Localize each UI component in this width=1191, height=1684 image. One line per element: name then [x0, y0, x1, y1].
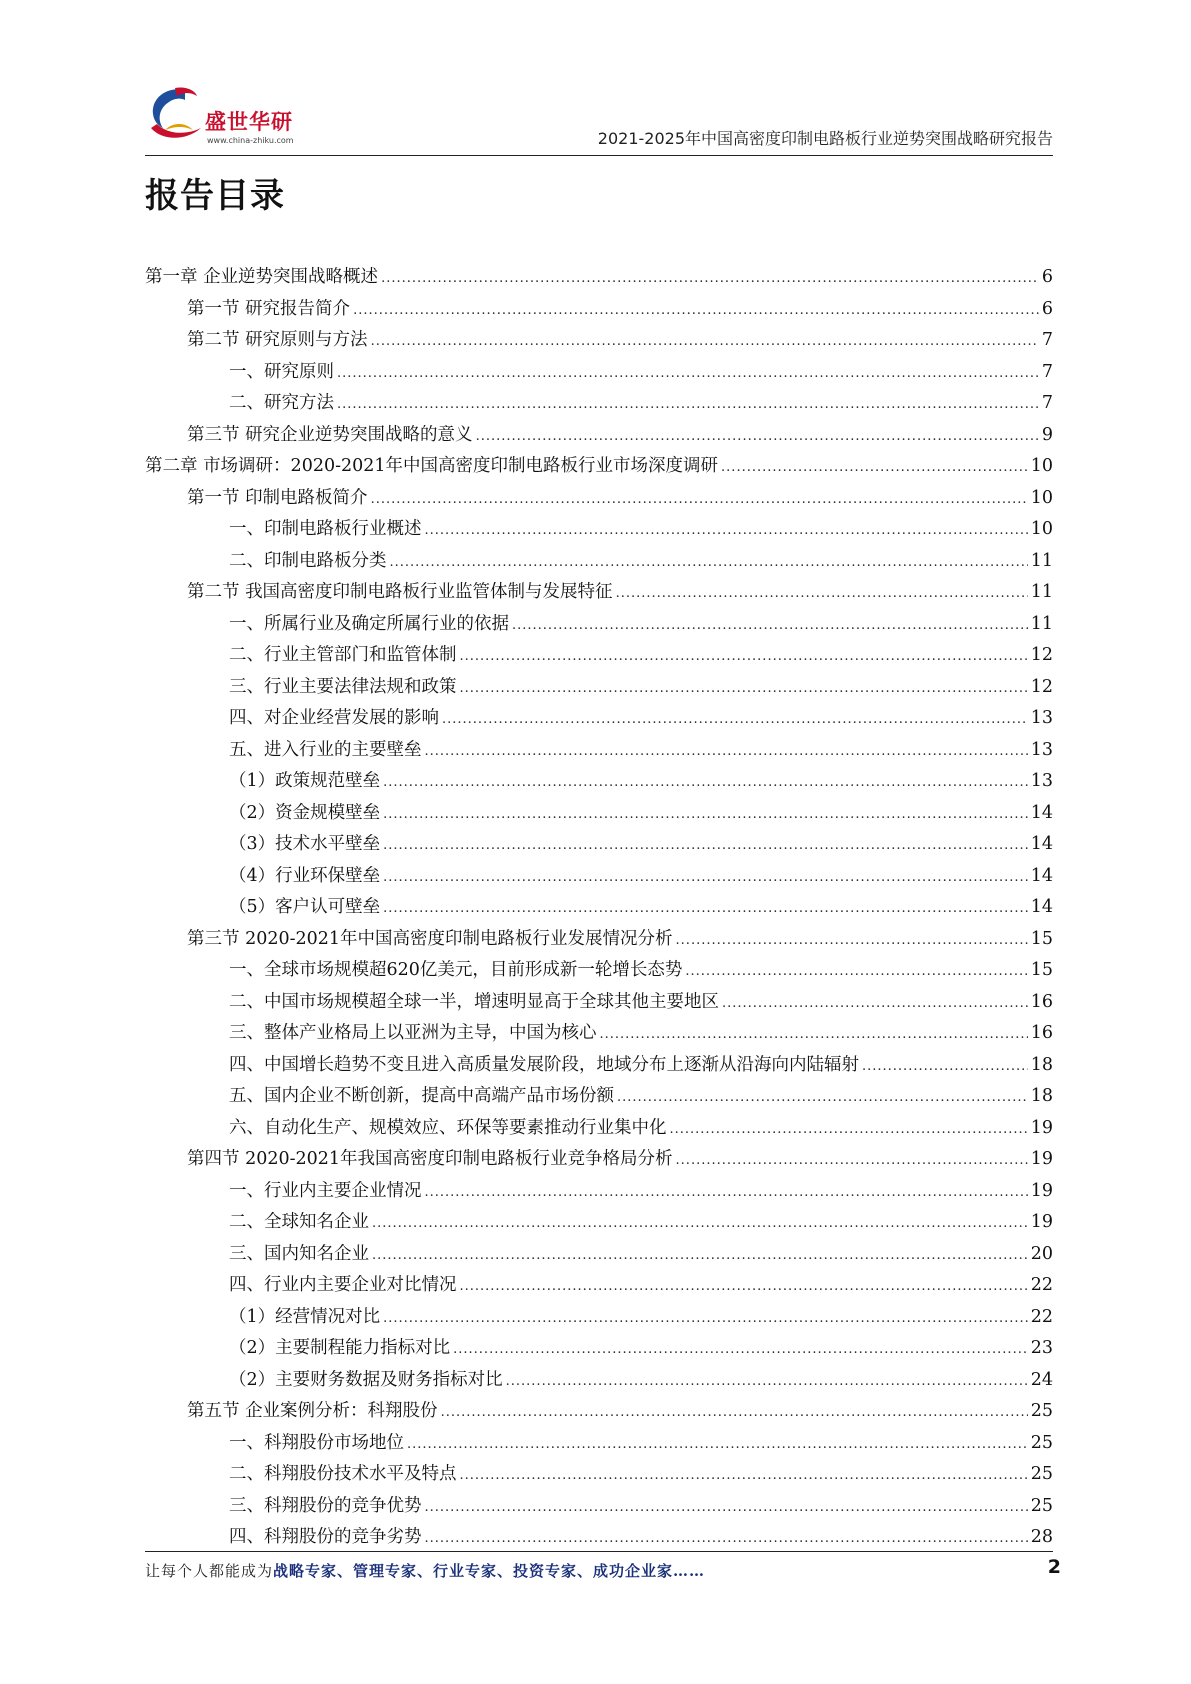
toc-entry-title: 二、印制电路板分类: [229, 550, 387, 571]
toc-entry-page: 22: [1030, 1306, 1053, 1327]
toc-dot-leader: [383, 838, 1028, 853]
toc-entry-page: 9: [1041, 424, 1053, 445]
toc-entry[interactable]: [145, 704, 1053, 736]
toc-entry-page: 20: [1030, 1243, 1053, 1264]
toc-entry-page: 14: [1030, 865, 1053, 886]
toc-dot-leader: [383, 870, 1028, 885]
toc-dot-leader: [862, 1059, 1028, 1074]
toc-entry-title: 四、行业内主要企业对比情况: [229, 1275, 457, 1295]
toc-dot-leader: [600, 1027, 1028, 1042]
toc-entry-title: 二、中国市场规模超全球一半，增速明显高于全球其他主要地区: [229, 991, 719, 1012]
toc-entry-title: 五、进入行业的主要壁垒: [229, 739, 422, 760]
toc-entry[interactable]: [145, 767, 1053, 799]
toc-entry-title: 一、全球市场规模超620亿美元，目前形成新一轮增长态势: [229, 960, 683, 980]
toc-dot-leader: [616, 586, 1028, 601]
slogan-prefix: 让每个人都能成为: [145, 1562, 274, 1580]
toc-dot-leader: [617, 1090, 1028, 1105]
toc-entry-title: （2）主要财务数据及财务指标对比: [229, 1369, 503, 1390]
toc-entry-title: 第二节 我国高密度印制电路板行业监管体制与发展特征: [187, 582, 613, 602]
toc-entry[interactable]: [145, 736, 1053, 768]
toc-dot-leader: [425, 523, 1028, 538]
toc-entry[interactable]: [145, 1019, 1053, 1051]
toc-entry[interactable]: [145, 1334, 1053, 1366]
toc-entry[interactable]: [145, 1051, 1053, 1083]
toc-entry-title: 一、行业内主要企业情况: [229, 1180, 422, 1201]
toc-entry-page: 10: [1030, 519, 1053, 539]
toc-entry[interactable]: [145, 799, 1053, 831]
toc-entry[interactable]: [145, 1523, 1053, 1555]
toc-entry-page: 6: [1041, 267, 1053, 287]
toc-entry-title: 第三节 研究企业逆势突围战略的意义: [187, 424, 473, 445]
toc-entry-page: 12: [1030, 645, 1053, 665]
toc-entry-title: （2）资金规模壁垒: [229, 802, 381, 823]
toc-dot-leader: [383, 775, 1028, 790]
toc-entry-title: 三、国内知名企业: [229, 1243, 369, 1264]
toc-entry-page: 14: [1030, 897, 1053, 917]
toc-dot-leader: [460, 1468, 1028, 1483]
toc-entry-page: 15: [1030, 960, 1053, 980]
toc-dot-leader: [383, 1311, 1028, 1326]
toc-entry[interactable]: [145, 610, 1053, 642]
page-title: 报告目录: [145, 176, 285, 216]
toc-entry-page: 10: [1030, 487, 1053, 508]
toc-dot-leader: [460, 649, 1028, 664]
toc-entry[interactable]: [145, 389, 1053, 421]
logo-url: www.china-zhiku.com: [207, 136, 294, 145]
toc-dot-leader: [512, 618, 1028, 633]
toc-entry-title: 第一节 印制电路板简介: [187, 487, 368, 508]
toc-dot-leader: [353, 303, 1039, 318]
toc-dot-leader: [383, 901, 1028, 916]
toc-entry[interactable]: [145, 956, 1053, 988]
toc-entry[interactable]: [145, 326, 1053, 358]
toc-entry-title: 二、全球知名企业: [229, 1212, 369, 1232]
footer-divider: [145, 1551, 1053, 1552]
toc-entry-page: 13: [1030, 739, 1053, 760]
toc-dot-leader: [453, 1342, 1028, 1357]
toc-entry-page: 15: [1030, 928, 1053, 949]
toc-entry[interactable]: [145, 1397, 1053, 1429]
toc-entry-page: 6: [1041, 298, 1053, 319]
toc-entry[interactable]: [145, 925, 1053, 957]
toc-entry-title: （5）客户认可壁垒: [229, 897, 381, 917]
toc-entry[interactable]: [145, 547, 1053, 579]
toc-dot-leader: [685, 964, 1027, 979]
toc-entry[interactable]: [145, 1460, 1053, 1492]
toc-dot-leader: [442, 712, 1028, 727]
toc-entry-page: 13: [1030, 771, 1053, 791]
toc-entry-page: 14: [1030, 834, 1053, 854]
toc-entry-page: 25: [1030, 1495, 1053, 1516]
toc-entry[interactable]: [145, 1366, 1053, 1398]
toc-entry-title: 一、印制电路板行业概述: [229, 519, 422, 539]
toc-entry-title: 四、科翔股份的竞争劣势: [229, 1527, 422, 1547]
toc-entry[interactable]: [145, 1492, 1053, 1524]
toc-entry[interactable]: [145, 1082, 1053, 1114]
toc-dot-leader: [425, 744, 1028, 759]
toc-entry-page: 11: [1030, 550, 1053, 571]
toc-entry-page: 16: [1030, 1023, 1053, 1043]
toc-dot-leader: [722, 996, 1028, 1011]
toc-entry[interactable]: [145, 295, 1053, 327]
toc-entry-title: （2）主要制程能力指标对比: [229, 1338, 451, 1358]
toc-entry-page: 11: [1030, 582, 1053, 602]
toc-entry-page: 22: [1030, 1275, 1053, 1295]
toc-entry[interactable]: [145, 263, 1053, 295]
toc-entry-title: 第二章 市场调研：2020-2021年中国高密度印制电路板行业市场深度调研: [145, 456, 719, 476]
logo-mark-icon: [145, 84, 209, 144]
toc-entry-page: 19: [1030, 1212, 1053, 1232]
toc-entry[interactable]: [145, 578, 1053, 610]
toc-dot-leader: [506, 1374, 1028, 1389]
report-title: 2021-2025年中国高密度印制电路板行业逆势突围战略研究报告: [597, 129, 1053, 148]
table-of-contents: [145, 263, 1053, 1555]
toc-dot-leader: [670, 1122, 1028, 1137]
toc-entry[interactable]: [145, 1177, 1053, 1209]
toc-entry[interactable]: [145, 484, 1053, 516]
toc-dot-leader: [476, 429, 1039, 444]
toc-entry-page: 24: [1030, 1369, 1053, 1390]
toc-dot-leader: [676, 933, 1028, 948]
toc-entry-title: 六、自动化生产、规模效应、环保等要素推动行业集中化: [229, 1117, 667, 1138]
slogan-emphasis: 战略专家、管理专家、行业专家、投资专家、成功企业家……: [273, 1562, 706, 1580]
toc-entry-page: 23: [1030, 1338, 1053, 1358]
toc-entry-page: 7: [1041, 361, 1053, 382]
toc-entry-title: （1）政策规范壁垒: [229, 771, 381, 791]
toc-entry-title: 三、行业主要法律法规和政策: [229, 676, 457, 697]
toc-entry[interactable]: [145, 1303, 1053, 1335]
toc-entry-title: 第一节 研究报告简介: [187, 298, 351, 319]
toc-entry[interactable]: [145, 1114, 1053, 1146]
toc-dot-leader: [337, 397, 1039, 412]
toc-dot-leader: [460, 1279, 1028, 1294]
toc-entry-page: 13: [1030, 708, 1053, 728]
toc-entry[interactable]: [145, 421, 1053, 453]
toc-entry[interactable]: [145, 830, 1053, 862]
toc-dot-leader: [407, 1437, 1028, 1452]
toc-entry-title: 二、研究方法: [229, 393, 334, 413]
toc-entry-title: 二、行业主管部门和监管体制: [229, 645, 457, 665]
toc-entry-page: 7: [1041, 393, 1053, 413]
toc-entry[interactable]: [145, 1208, 1053, 1240]
logo-name: 盛世华研: [205, 110, 293, 134]
footer-slogan: [145, 1560, 705, 1581]
toc-entry-page: 14: [1030, 802, 1053, 823]
toc-entry-page: 25: [1030, 1432, 1053, 1453]
toc-dot-leader: [676, 1153, 1028, 1168]
toc-entry-page: 10: [1030, 456, 1053, 476]
page-number: 2: [1047, 1556, 1061, 1578]
toc-entry-page: 19: [1030, 1180, 1053, 1201]
toc-entry-title: 第三节 2020-2021年中国高密度印制电路板行业发展情况分析: [187, 928, 673, 949]
toc-entry-title: 四、对企业经营发展的影响: [229, 708, 439, 728]
toc-entry[interactable]: [145, 673, 1053, 705]
toc-entry[interactable]: [145, 358, 1053, 390]
page-header: [145, 80, 1053, 156]
toc-entry[interactable]: [145, 893, 1053, 925]
toc-dot-leader: [460, 681, 1028, 696]
toc-entry-page: 16: [1030, 991, 1053, 1012]
toc-entry-page: 11: [1030, 613, 1053, 634]
toc-dot-leader: [425, 1500, 1028, 1515]
toc-entry-title: 四、中国增长趋势不变且进入高质量发展阶段，地域分布上逐渐从沿海向内陆辐射: [229, 1054, 859, 1075]
toc-dot-leader: [372, 1216, 1028, 1231]
toc-entry-title: 一、所属行业及确定所属行业的依据: [229, 613, 509, 634]
toc-entry-page: 12: [1030, 676, 1053, 697]
toc-entry-page: 25: [1030, 1464, 1053, 1484]
toc-entry-page: 18: [1030, 1054, 1053, 1075]
toc-entry-title: 第五节 企业案例分析：科翔股份: [187, 1401, 438, 1421]
toc-entry[interactable]: [145, 1145, 1053, 1177]
toc-entry[interactable]: [145, 988, 1053, 1020]
toc-dot-leader: [383, 807, 1028, 822]
toc-dot-leader: [372, 1248, 1028, 1263]
toc-entry-title: 五、国内企业不断创新，提高中高端产品市场份额: [229, 1086, 614, 1106]
toc-dot-leader: [425, 1531, 1028, 1546]
toc-entry-title: 一、科翔股份市场地位: [229, 1432, 404, 1453]
toc-dot-leader: [425, 1185, 1028, 1200]
toc-dot-leader: [371, 334, 1039, 349]
toc-entry[interactable]: [145, 515, 1053, 547]
toc-entry[interactable]: [145, 1271, 1053, 1303]
toc-entry-page: 7: [1041, 330, 1053, 350]
toc-entry[interactable]: [145, 1240, 1053, 1272]
toc-dot-leader: [371, 492, 1028, 507]
toc-entry-title: 一、研究原则: [229, 361, 334, 382]
toc-entry-title: 第二节 研究原则与方法: [187, 330, 368, 350]
toc-entry[interactable]: [145, 1429, 1053, 1461]
toc-entry-page: 18: [1030, 1086, 1053, 1106]
toc-entry-page: 28: [1030, 1527, 1053, 1547]
toc-dot-leader: [381, 271, 1039, 286]
toc-entry[interactable]: [145, 862, 1053, 894]
toc-entry-title: 三、科翔股份的竞争优势: [229, 1495, 422, 1516]
toc-dot-leader: [390, 555, 1028, 570]
toc-dot-leader: [337, 366, 1039, 381]
toc-entry-title: 三、整体产业格局上以亚洲为主导，中国为核心: [229, 1023, 597, 1043]
toc-entry-page: 19: [1030, 1117, 1053, 1138]
toc-dot-leader: [721, 460, 1028, 475]
company-logo: [145, 84, 315, 146]
toc-entry-page: 19: [1030, 1149, 1053, 1169]
toc-dot-leader: [441, 1405, 1028, 1420]
toc-entry-title: 第四节 2020-2021年我国高密度印制电路板行业竞争格局分析: [187, 1149, 673, 1169]
toc-entry[interactable]: [145, 452, 1053, 484]
toc-entry[interactable]: [145, 641, 1053, 673]
toc-entry-page: 25: [1030, 1401, 1053, 1421]
toc-entry-title: 二、科翔股份技术水平及特点: [229, 1464, 457, 1484]
toc-entry-title: （3）技术水平壁垒: [229, 834, 381, 854]
toc-entry-title: （4）行业环保壁垒: [229, 865, 381, 886]
toc-entry-title: （1）经营情况对比: [229, 1306, 381, 1327]
toc-entry-title: 第一章 企业逆势突围战略概述: [145, 267, 379, 287]
